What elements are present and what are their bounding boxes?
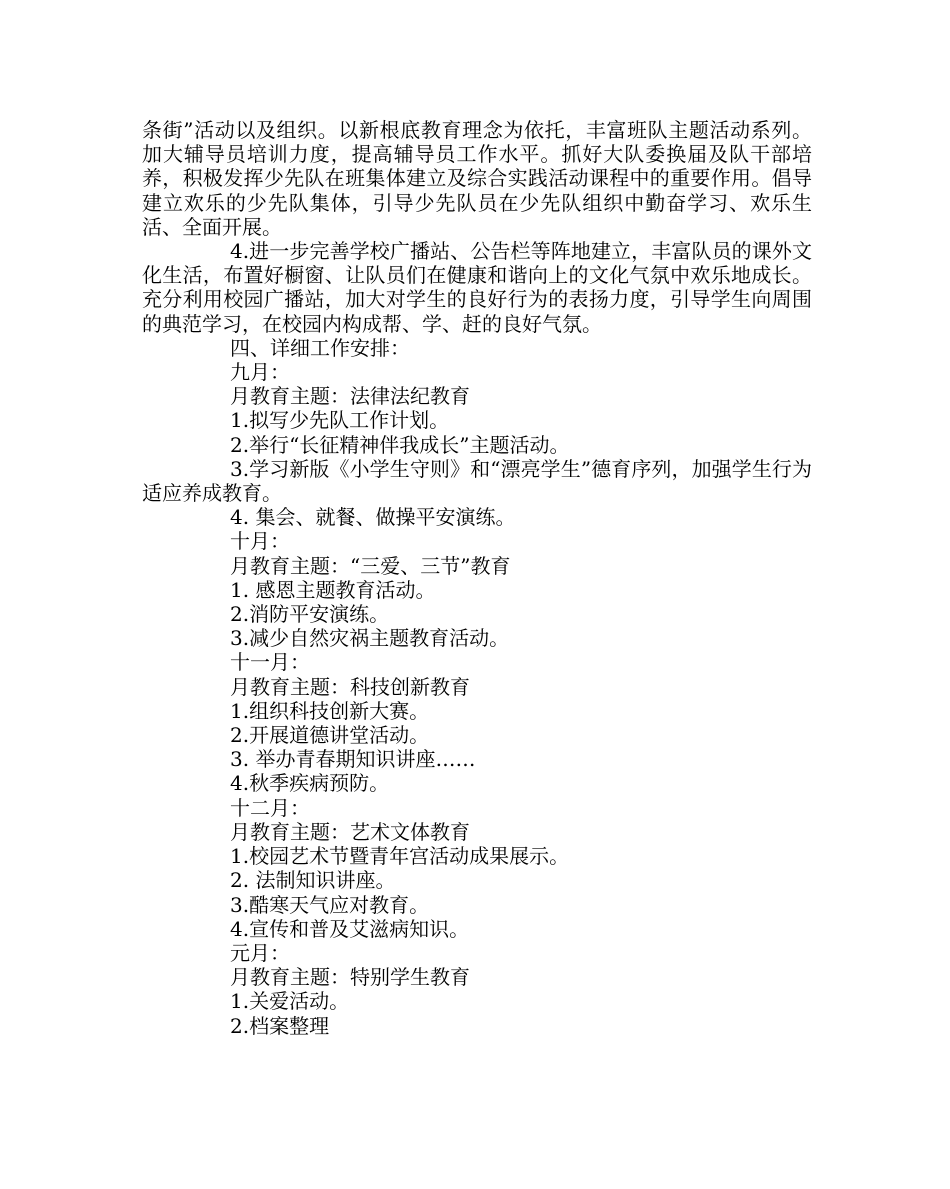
document-page [142,118,812,1038]
list-item: 3. 举办青春期知识讲座…… [230,747,476,772]
month-name: 九月： [230,360,290,385]
month-name: 十一月： [230,650,310,675]
paragraph-continuation: 条街”活动以及组织。以新根底教育理念为依托，丰富班队主题活动系列。加大辅导员培训力度，提高辅导员工作水平。抓好大队委换届及队干部培养，积极发挥少先队在班集体建立及综合实践活动课程中的重要作用。倡导建立欢乐的少先队集体，引导少先队员在少先队组织中勤奋学习、欢乐生活、全面开展。 [142,118,812,239]
paragraph-point-4: 4.进一步完善学校广播站、公告栏等阵地建立，丰富队员的课外文化生活，布置好橱窗、让队员们在健康和谐向上的文化气氛中欢乐地成长。充分利用校园广播站，加大对学生的良好行为的表扬力度，引导学生向周围的典范学习，在校园内构成帮、学、赶的良好气氛。 [142,239,812,336]
month-theme: 月教育主题：特别学生教育 [230,965,470,990]
month-name: 十二月： [230,795,310,820]
list-item: 1. 感恩主题教育活动。 [230,577,436,602]
list-item: 2. 法制知识讲座。 [230,868,396,893]
list-item: 4.秋季疾病预防。 [230,771,390,796]
list-item: 2.举行“长征精神伴我成长”主题活动。 [230,432,570,457]
list-item: 2.开展道德讲堂活动。 [230,723,430,748]
list-item: 1.组织科技创新大赛。 [230,698,430,723]
month-theme: 月教育主题：科技创新教育 [230,674,470,699]
list-item: 3.学习新版《小学生守则》和“漂亮学生”德育序列，加强学生行为适应养成教育。 [142,456,812,506]
list-item: 1.关爱活动。 [230,989,350,1014]
month-name: 十月： [230,529,290,554]
month-name: 元月： [230,940,290,965]
month-theme: 月教育主题：艺术文体教育 [230,819,470,844]
list-item: 4. 集会、就餐、做操平安演练。 [230,505,516,530]
list-item: 3.减少自然灾祸主题教育活动。 [230,626,510,651]
list-item: 2.档案整理 [230,1013,330,1038]
schedule-heading: 四、详细工作安排： [230,335,410,360]
month-theme: 月教育主题：“三爱、三节”教育 [230,553,511,578]
list-item: 2.消防平安演练。 [230,602,390,627]
list-item: 3.酷寒天气应对教育。 [230,892,430,917]
list-item: 4.宣传和普及艾滋病知识。 [230,916,470,941]
month-theme: 月教育主题：法律法纪教育 [230,384,470,409]
list-item: 1.拟写少先队工作计划。 [230,408,450,433]
list-item: 1.校园艺术节暨青年宫活动成果展示。 [230,844,570,869]
